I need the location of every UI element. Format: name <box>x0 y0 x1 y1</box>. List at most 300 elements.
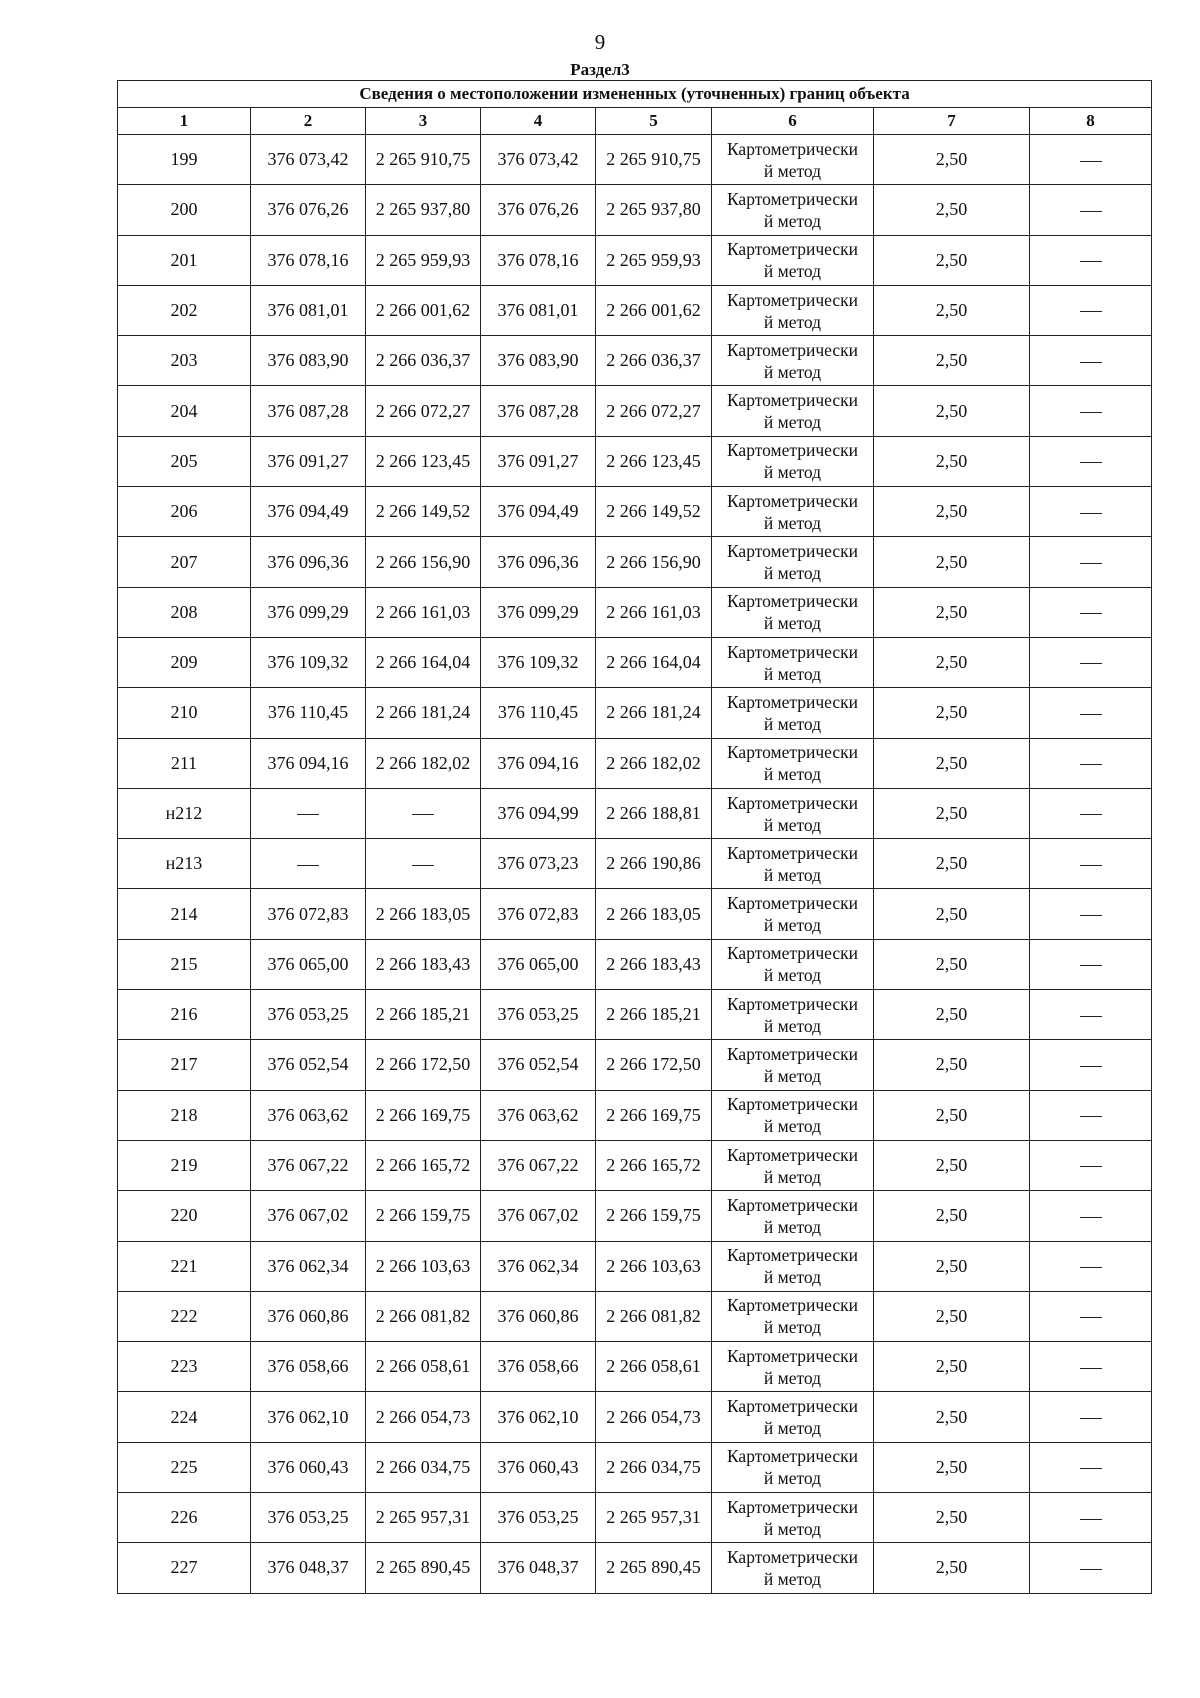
method-text-line-1: Картометрически <box>726 742 859 763</box>
new-y-cell: 2 266 072,27 <box>596 386 712 436</box>
new-x-cell: 376 094,49 <box>481 487 596 537</box>
new-x-cell: 376 065,00 <box>481 939 596 989</box>
method-text-line-2: й метод <box>763 1166 822 1187</box>
table-row <box>118 839 1152 889</box>
method-text-line-1: Картометрически <box>726 138 859 159</box>
new-y-cell: 2 266 036,37 <box>596 336 712 386</box>
method-text-line-2: й метод <box>763 512 822 533</box>
existing-y-cell: 2 266 161,03 <box>366 587 481 637</box>
point-name-cell: 205 <box>118 436 251 486</box>
method-cell <box>712 1291 874 1341</box>
existing-x-cell: 376 110,45 <box>251 688 366 738</box>
existing-y-cell: 2 266 081,82 <box>366 1291 481 1341</box>
table-row <box>118 939 1152 989</box>
existing-x-cell: 376 052,54 <box>251 1040 366 1090</box>
column-number-8: 8 <box>1030 108 1152 135</box>
point-name-cell: 204 <box>118 386 251 436</box>
method-cell <box>712 587 874 637</box>
existing-y-cell: 2 265 957,31 <box>366 1493 481 1543</box>
method-cell <box>712 1493 874 1543</box>
table-row <box>118 1392 1152 1442</box>
accuracy-cell: 2,50 <box>874 1291 1030 1341</box>
existing-y-cell: 2 265 910,75 <box>366 135 481 185</box>
method-text-line-1: Картометрически <box>726 943 859 964</box>
accuracy-cell: 2,50 <box>874 235 1030 285</box>
table-row <box>118 1543 1152 1593</box>
existing-x-cell: 376 062,10 <box>251 1392 366 1442</box>
existing-x-cell: 376 060,86 <box>251 1291 366 1341</box>
method-text-line-2: й метод <box>763 1317 822 1338</box>
new-x-cell: 376 078,16 <box>481 235 596 285</box>
table-row <box>118 637 1152 687</box>
empty-value-dash <box>1080 1267 1102 1268</box>
empty-value-dash <box>1080 513 1102 514</box>
method-text-line-2: й метод <box>763 1267 822 1288</box>
description-cell <box>1030 1543 1152 1593</box>
table-row <box>118 1442 1152 1492</box>
description-cell <box>1030 688 1152 738</box>
existing-y-cell: 2 266 072,27 <box>366 386 481 436</box>
new-y-cell: 2 266 054,73 <box>596 1392 712 1442</box>
existing-x-cell: 376 078,16 <box>251 235 366 285</box>
table-row <box>118 386 1152 436</box>
method-text-line-2: й метод <box>763 1065 822 1086</box>
empty-value-dash <box>1080 1317 1102 1318</box>
method-cell <box>712 788 874 838</box>
method-cell <box>712 1090 874 1140</box>
method-text-line-1: Картометрически <box>726 1496 859 1517</box>
description-cell <box>1030 1392 1152 1442</box>
empty-value-dash <box>297 814 319 815</box>
new-x-cell: 376 083,90 <box>481 336 596 386</box>
description-cell <box>1030 1191 1152 1241</box>
empty-value-dash <box>1080 1016 1102 1017</box>
description-cell <box>1030 135 1152 185</box>
method-text-line-1: Картометрически <box>726 1245 859 1266</box>
method-text-line-1: Картометрически <box>726 188 859 209</box>
existing-x-cell: 376 065,00 <box>251 939 366 989</box>
method-text-line-1: Картометрически <box>726 1345 859 1366</box>
description-cell <box>1030 1040 1152 1090</box>
method-cell <box>712 135 874 185</box>
method-text-line-2: й метод <box>763 613 822 634</box>
accuracy-cell: 2,50 <box>874 1493 1030 1543</box>
method-text-line-2: й метод <box>763 663 822 684</box>
table-row <box>118 1090 1152 1140</box>
accuracy-cell: 2,50 <box>874 487 1030 537</box>
table-row <box>118 336 1152 386</box>
new-y-cell: 2 265 957,31 <box>596 1493 712 1543</box>
method-cell <box>712 235 874 285</box>
new-x-cell: 376 073,23 <box>481 839 596 889</box>
new-x-cell: 376 087,28 <box>481 386 596 436</box>
table-row <box>118 688 1152 738</box>
method-text-line-2: й метод <box>763 1418 822 1439</box>
table-row <box>118 738 1152 788</box>
method-cell <box>712 1543 874 1593</box>
new-y-cell: 2 266 103,63 <box>596 1241 712 1291</box>
existing-y-cell: 2 265 937,80 <box>366 185 481 235</box>
description-cell <box>1030 537 1152 587</box>
existing-y-cell: 2 266 185,21 <box>366 990 481 1040</box>
method-text-line-1: Картометрически <box>726 792 859 813</box>
point-name-cell: 202 <box>118 285 251 335</box>
method-cell <box>712 990 874 1040</box>
new-y-cell: 2 266 123,45 <box>596 436 712 486</box>
method-text-line-1: Картометрически <box>726 691 859 712</box>
new-y-cell: 2 266 185,21 <box>596 990 712 1040</box>
point-name-cell: 215 <box>118 939 251 989</box>
table-row <box>118 1040 1152 1090</box>
accuracy-cell: 2,50 <box>874 889 1030 939</box>
new-x-cell: 376 067,22 <box>481 1140 596 1190</box>
table-row <box>118 990 1152 1040</box>
description-cell <box>1030 587 1152 637</box>
method-text-line-2: й метод <box>763 563 822 584</box>
existing-x-cell: 376 076,26 <box>251 185 366 235</box>
point-name-cell: 214 <box>118 889 251 939</box>
point-name-cell: 211 <box>118 738 251 788</box>
point-name-cell: 224 <box>118 1392 251 1442</box>
method-cell <box>712 1392 874 1442</box>
new-y-cell: 2 266 190,86 <box>596 839 712 889</box>
new-y-cell: 2 266 188,81 <box>596 788 712 838</box>
new-x-cell: 376 081,01 <box>481 285 596 335</box>
empty-value-dash <box>1080 1116 1102 1117</box>
existing-y-cell: 2 266 036,37 <box>366 336 481 386</box>
method-cell <box>712 487 874 537</box>
new-y-cell: 2 265 959,93 <box>596 235 712 285</box>
description-cell <box>1030 637 1152 687</box>
new-y-cell: 2 266 058,61 <box>596 1342 712 1392</box>
description-cell <box>1030 738 1152 788</box>
new-y-cell: 2 265 937,80 <box>596 185 712 235</box>
existing-x-cell: 376 109,32 <box>251 637 366 687</box>
point-name-cell: 209 <box>118 637 251 687</box>
point-name-cell: 221 <box>118 1241 251 1291</box>
method-cell <box>712 637 874 687</box>
empty-value-dash <box>1080 362 1102 363</box>
method-text-line-2: й метод <box>763 1518 822 1539</box>
accuracy-cell: 2,50 <box>874 1442 1030 1492</box>
table-row <box>118 135 1152 185</box>
description-cell <box>1030 1342 1152 1392</box>
method-text-line-2: й метод <box>763 160 822 181</box>
new-x-cell: 376 067,02 <box>481 1191 596 1241</box>
table-row <box>118 487 1152 537</box>
table-row <box>118 1342 1152 1392</box>
point-name-cell: 223 <box>118 1342 251 1392</box>
empty-value-dash <box>1080 915 1102 916</box>
method-text-line-2: й метод <box>763 1116 822 1137</box>
new-x-cell: 376 060,86 <box>481 1291 596 1341</box>
new-x-cell: 376 053,25 <box>481 990 596 1040</box>
existing-x-cell: 376 048,37 <box>251 1543 366 1593</box>
description-cell <box>1030 990 1152 1040</box>
empty-value-dash <box>1080 412 1102 413</box>
description-cell <box>1030 1291 1152 1341</box>
new-x-cell: 376 099,29 <box>481 587 596 637</box>
empty-value-dash <box>1080 663 1102 664</box>
point-name-cell: 216 <box>118 990 251 1040</box>
method-text-line-1: Картометрически <box>726 541 859 562</box>
point-name-cell: 222 <box>118 1291 251 1341</box>
empty-value-dash <box>1080 965 1102 966</box>
method-text-line-2: й метод <box>763 1468 822 1489</box>
existing-y-cell: 2 266 159,75 <box>366 1191 481 1241</box>
accuracy-cell: 2,50 <box>874 1191 1030 1241</box>
column-number-3: 3 <box>366 108 481 135</box>
method-cell <box>712 185 874 235</box>
table-row <box>118 788 1152 838</box>
accuracy-cell: 2,50 <box>874 990 1030 1040</box>
column-number-4: 4 <box>481 108 596 135</box>
table-row <box>118 1241 1152 1291</box>
table-row <box>118 537 1152 587</box>
new-y-cell: 2 266 169,75 <box>596 1090 712 1140</box>
accuracy-cell: 2,50 <box>874 1543 1030 1593</box>
method-text-line-1: Картометрически <box>726 842 859 863</box>
point-name-cell: 208 <box>118 587 251 637</box>
column-number-row <box>118 108 1152 135</box>
point-name-cell: 220 <box>118 1191 251 1241</box>
existing-x-cell: 376 063,62 <box>251 1090 366 1140</box>
point-name-cell: 201 <box>118 235 251 285</box>
point-name-cell: н212 <box>118 788 251 838</box>
point-name-cell: 227 <box>118 1543 251 1593</box>
new-x-cell: 376 060,43 <box>481 1442 596 1492</box>
description-cell <box>1030 436 1152 486</box>
column-number-7: 7 <box>874 108 1030 135</box>
empty-value-dash <box>1080 1217 1102 1218</box>
existing-y-cell: 2 266 034,75 <box>366 1442 481 1492</box>
method-text-line-1: Картометрически <box>726 440 859 461</box>
existing-y-cell: 2 266 169,75 <box>366 1090 481 1140</box>
new-x-cell: 376 076,26 <box>481 185 596 235</box>
method-text-line-1: Картометрически <box>726 1043 859 1064</box>
existing-x-cell: 376 081,01 <box>251 285 366 335</box>
existing-x-cell: 376 083,90 <box>251 336 366 386</box>
method-text-line-1: Картометрически <box>726 1546 859 1567</box>
table-row <box>118 1140 1152 1190</box>
existing-x-cell: 376 060,43 <box>251 1442 366 1492</box>
method-cell <box>712 386 874 436</box>
empty-value-dash <box>412 814 434 815</box>
empty-value-dash <box>1080 865 1102 866</box>
existing-y-cell: 2 266 183,05 <box>366 889 481 939</box>
existing-x-cell: 376 096,36 <box>251 537 366 587</box>
method-text-line-1: Картометрически <box>726 289 859 310</box>
description-cell <box>1030 788 1152 838</box>
description-cell <box>1030 1241 1152 1291</box>
point-name-cell: 206 <box>118 487 251 537</box>
description-cell <box>1030 285 1152 335</box>
new-y-cell: 2 266 165,72 <box>596 1140 712 1190</box>
accuracy-cell: 2,50 <box>874 135 1030 185</box>
empty-value-dash <box>1080 261 1102 262</box>
empty-value-dash <box>1080 161 1102 162</box>
empty-value-dash <box>1080 1418 1102 1419</box>
method-text-line-1: Картометрически <box>726 1446 859 1467</box>
new-x-cell: 376 062,34 <box>481 1241 596 1291</box>
new-x-cell: 376 063,62 <box>481 1090 596 1140</box>
existing-x-cell: 376 094,16 <box>251 738 366 788</box>
method-cell <box>712 1191 874 1241</box>
method-cell <box>712 839 874 889</box>
table-row <box>118 436 1152 486</box>
accuracy-cell: 2,50 <box>874 587 1030 637</box>
empty-value-dash <box>1080 563 1102 564</box>
empty-value-dash <box>1080 814 1102 815</box>
empty-value-dash <box>1080 764 1102 765</box>
method-text-line-2: й метод <box>763 915 822 936</box>
description-cell <box>1030 336 1152 386</box>
new-x-cell: 376 062,10 <box>481 1392 596 1442</box>
existing-x-cell <box>251 788 366 838</box>
empty-value-dash <box>1080 1368 1102 1369</box>
accuracy-cell: 2,50 <box>874 1392 1030 1442</box>
new-x-cell: 376 053,25 <box>481 1493 596 1543</box>
description-cell <box>1030 487 1152 537</box>
new-x-cell: 376 052,54 <box>481 1040 596 1090</box>
table-row <box>118 587 1152 637</box>
description-cell <box>1030 939 1152 989</box>
existing-y-cell: 2 266 103,63 <box>366 1241 481 1291</box>
description-cell <box>1030 185 1152 235</box>
empty-value-dash <box>1080 1468 1102 1469</box>
method-text-line-2: й метод <box>763 1568 822 1589</box>
existing-y-cell: 2 266 181,24 <box>366 688 481 738</box>
existing-x-cell: 376 072,83 <box>251 889 366 939</box>
method-cell <box>712 1140 874 1190</box>
new-x-cell: 376 091,27 <box>481 436 596 486</box>
accuracy-cell: 2,50 <box>874 336 1030 386</box>
method-text-line-2: й метод <box>763 864 822 885</box>
existing-x-cell: 376 073,42 <box>251 135 366 185</box>
existing-x-cell: 376 067,22 <box>251 1140 366 1190</box>
method-text-line-1: Картометрически <box>726 591 859 612</box>
existing-x-cell: 376 058,66 <box>251 1342 366 1392</box>
new-y-cell: 2 266 183,43 <box>596 939 712 989</box>
point-name-cell: 210 <box>118 688 251 738</box>
table-row <box>118 285 1152 335</box>
existing-y-cell: 2 266 001,62 <box>366 285 481 335</box>
empty-value-dash <box>412 865 434 866</box>
method-cell <box>712 688 874 738</box>
new-y-cell: 2 266 156,90 <box>596 537 712 587</box>
description-cell <box>1030 839 1152 889</box>
new-x-cell: 376 048,37 <box>481 1543 596 1593</box>
description-cell <box>1030 386 1152 436</box>
existing-y-cell: 2 266 054,73 <box>366 1392 481 1442</box>
method-text-line-2: й метод <box>763 814 822 835</box>
existing-x-cell: 376 053,25 <box>251 1493 366 1543</box>
accuracy-cell: 2,50 <box>874 537 1030 587</box>
accuracy-cell: 2,50 <box>874 285 1030 335</box>
accuracy-cell: 2,50 <box>874 688 1030 738</box>
new-y-cell: 2 266 181,24 <box>596 688 712 738</box>
new-y-cell: 2 266 159,75 <box>596 1191 712 1241</box>
existing-y-cell: 2 265 959,93 <box>366 235 481 285</box>
description-cell <box>1030 235 1152 285</box>
accuracy-cell: 2,50 <box>874 386 1030 436</box>
method-cell <box>712 889 874 939</box>
point-name-cell: 199 <box>118 135 251 185</box>
empty-value-dash <box>1080 1569 1102 1570</box>
method-text-line-2: й метод <box>763 261 822 282</box>
method-text-line-2: й метод <box>763 965 822 986</box>
new-x-cell: 376 110,45 <box>481 688 596 738</box>
section-title: Раздел3 <box>570 60 630 79</box>
method-cell <box>712 436 874 486</box>
table-caption: Сведения о местоположении измененных (уточненных) границ объекта <box>118 81 1152 108</box>
existing-y-cell: 2 266 058,61 <box>366 1342 481 1392</box>
method-cell <box>712 1342 874 1392</box>
new-x-cell: 376 072,83 <box>481 889 596 939</box>
accuracy-cell: 2,50 <box>874 738 1030 788</box>
method-text-line-1: Картометрически <box>726 1396 859 1417</box>
new-y-cell: 2 266 161,03 <box>596 587 712 637</box>
method-text-line-1: Картометрически <box>726 1144 859 1165</box>
method-text-line-2: й метод <box>763 462 822 483</box>
method-text-line-2: й метод <box>763 361 822 382</box>
point-name-cell: 200 <box>118 185 251 235</box>
accuracy-cell: 2,50 <box>874 185 1030 235</box>
table-row <box>118 235 1152 285</box>
method-cell <box>712 1241 874 1291</box>
method-cell <box>712 336 874 386</box>
method-text-line-1: Картометрически <box>726 1295 859 1316</box>
method-cell <box>712 1442 874 1492</box>
empty-value-dash <box>1080 211 1102 212</box>
method-text-line-1: Картометрически <box>726 339 859 360</box>
existing-y-cell: 2 266 172,50 <box>366 1040 481 1090</box>
method-text-line-1: Картометрически <box>726 239 859 260</box>
method-text-line-2: й метод <box>763 764 822 785</box>
description-cell <box>1030 1140 1152 1190</box>
column-number-1: 1 <box>118 108 251 135</box>
accuracy-cell: 2,50 <box>874 839 1030 889</box>
empty-value-dash <box>1080 462 1102 463</box>
accuracy-cell: 2,50 <box>874 1040 1030 1090</box>
existing-y-cell <box>366 839 481 889</box>
description-cell <box>1030 1442 1152 1492</box>
new-y-cell: 2 266 034,75 <box>596 1442 712 1492</box>
existing-y-cell: 2 266 165,72 <box>366 1140 481 1190</box>
accuracy-cell: 2,50 <box>874 1090 1030 1140</box>
point-name-cell: 226 <box>118 1493 251 1543</box>
existing-x-cell: 376 053,25 <box>251 990 366 1040</box>
point-name-cell: 207 <box>118 537 251 587</box>
accuracy-cell: 2,50 <box>874 1140 1030 1190</box>
existing-y-cell: 2 266 164,04 <box>366 637 481 687</box>
new-x-cell: 376 096,36 <box>481 537 596 587</box>
method-cell <box>712 939 874 989</box>
description-cell <box>1030 1090 1152 1140</box>
existing-x-cell: 376 091,27 <box>251 436 366 486</box>
method-text-line-1: Картометрически <box>726 1094 859 1115</box>
method-text-line-1: Картометрически <box>726 1194 859 1215</box>
empty-value-dash <box>1080 1519 1102 1520</box>
new-y-cell: 2 266 172,50 <box>596 1040 712 1090</box>
new-y-cell: 2 266 183,05 <box>596 889 712 939</box>
existing-x-cell: 376 062,34 <box>251 1241 366 1291</box>
method-text-line-2: й метод <box>763 1216 822 1237</box>
new-x-cell: 376 094,16 <box>481 738 596 788</box>
new-y-cell: 2 266 081,82 <box>596 1291 712 1341</box>
existing-x-cell: 376 094,49 <box>251 487 366 537</box>
empty-value-dash <box>1080 1166 1102 1167</box>
